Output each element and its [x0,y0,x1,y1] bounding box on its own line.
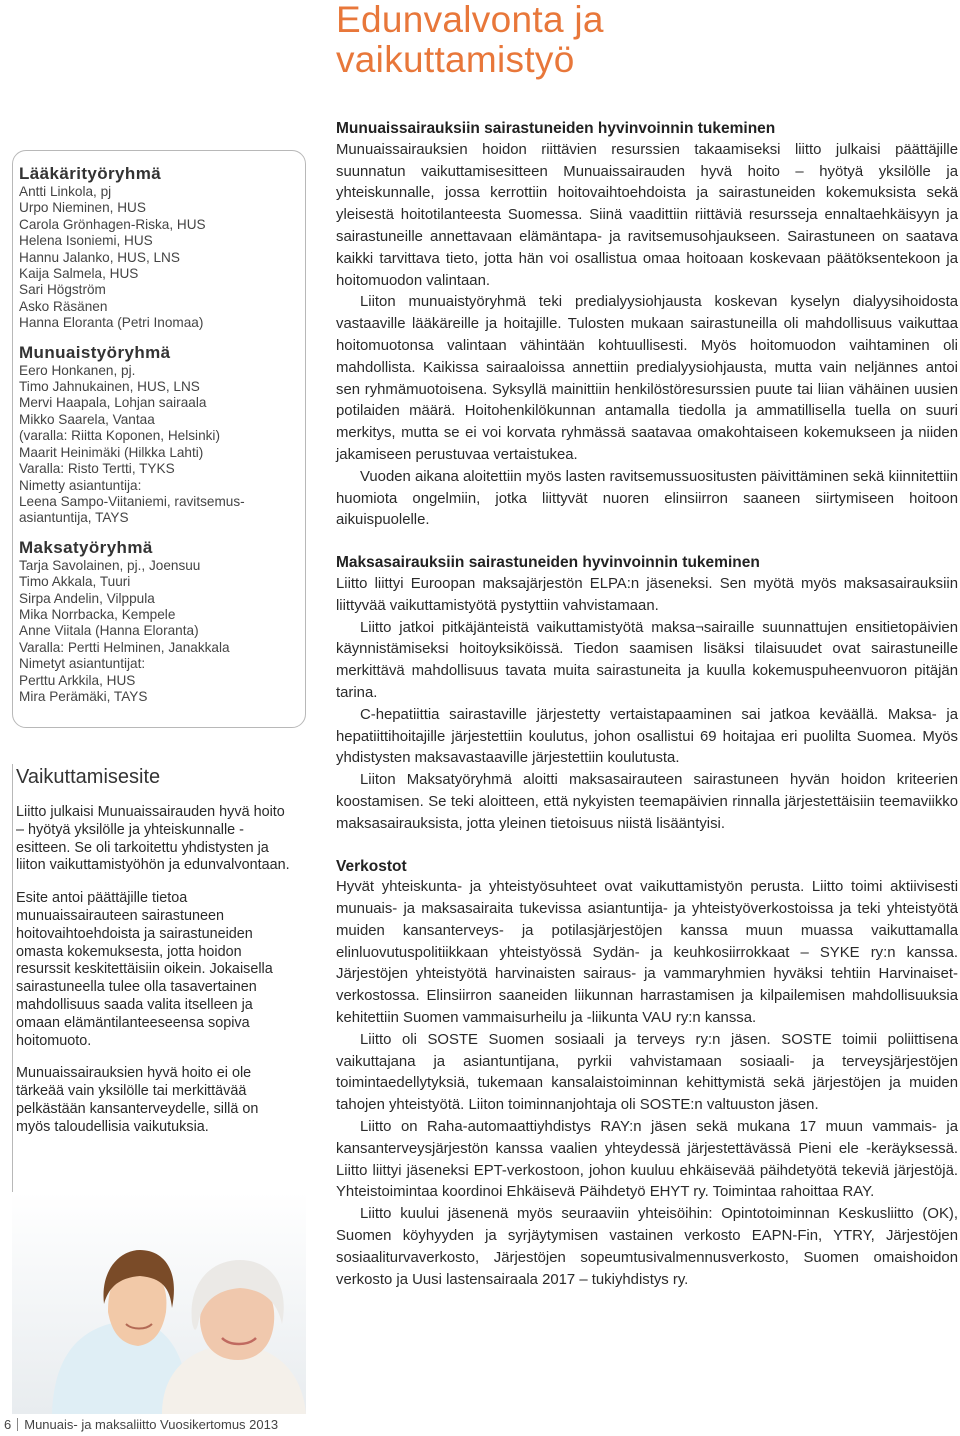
member: Urpo Nieminen, HUS [19,200,146,216]
working-group-title: Lääkärityöryhmä [19,164,162,183]
working-group [19,537,305,706]
member: Carola Grönhagen-Riska, HUS [19,216,206,232]
footer-divider [17,1418,18,1431]
working-group [19,163,305,332]
side-column-title: Vaikuttamisesite [16,766,161,788]
article-paragraph: Munuaissairauksien hoidon riittävien resurssien takaamiseksi liitto julkaisi päättäjille suunnatun vaikuttamisesitteen Munuaissairauden hyvä hoito – hyötyä yksilölle ja yhteiskunnalle, jossa kerrottiin hoitovaihtoehdoista ja sairastuneiden kokemuksista sekä yleisestä hoitotilanteesta Suomessa. Siinä vaadittiin riittäviä resursseja ennaltaehkäisyyn ja sairastuneille annettavaan elämäntapa- ja ravitsemusohjaukseen. Sairastuneen on saatava kaikki tarvittava tieto, jotta hän voi osallistua omaa hoitoaan koskevaan päätöksentekoon ja hoitomuodon valintaan. [336,141,958,289]
section-title [336,0,936,80]
member: Mikko Saarela, Vantaa [19,411,155,427]
side-paragraph: Liitto julkaisi Munuaissairauden hyvä hoito – hyötyä yksilölle ja yhteiskunnalle -esitteen. Se oli tarkoitettu yhdistysten ja liiton vaikuttamistyöhön ja edunvalvontaan. [16,804,290,874]
member: Helena Isoniemi, HUS [19,233,153,249]
member: Maarit Heinimäki (Hilkka Lahti) [19,444,204,460]
member: Mervi Haapala, Lohjan sairaala [19,395,207,411]
member: Nimetyt asiantuntijat: [19,656,146,672]
article-paragraph: Liiton Maksatyöryhmä aloitti maksasairauteen sairastuneen hyvän hoidon kriteerien koostamisen. Se teki aloitteen, että nykyisten teemapäivien rinnalla järjestettäisiin teemaviikko maksasairauksista, jotta yleinen tietoisuus niistä lisääntyisi. [336,772,958,832]
working-group-title: Maksatyöryhmä [19,537,153,557]
portrait-photo-icon [12,1192,306,1414]
article-paragraph: Liitto liittyi Euroopan maksajärjestön ELPA:n jäseneksi. Sen myötä myös maksasairauksiin liittyvää vaikuttamistyötä pystyttiin vahvistamaan. [336,575,958,614]
spacer [336,532,958,552]
main-article [336,118,958,1291]
member: Varalla: Pertti Helminen, Janakkala [19,639,230,655]
member: Asko Räsänen [19,298,108,314]
member: asiantuntija, TAYS [19,510,129,526]
publication-name: Munuais- ja maksaliitto Vuosikertomus 2013 [24,1417,279,1432]
side-paragraph: Esite antoi päättäjille tietoa munuaissairauteen sairastuneen hoitovaihtoehdoista ja sairastuneiden omasta kokemuksesta, jotta hoidon resurssit keskitettäisiin oikein. Jokaisella sairastuneella tulee olla tasavertainen mahdollisuus saada valita itselleen ja omaan elämäntilanteeseensa sopiva hoitomuoto. [16,890,273,1049]
member: Eero Honkanen, pj. [19,362,136,378]
page-number: 6 [4,1417,12,1432]
article-paragraph: Vuoden aikana aloitettiin myös lasten ravitsemussuositusten päivittäminen sekä kiinnitettiin huomiota ongelmiin, jotka liittyvät nuoren elinsiirron saaneen siirtymiseen hoitoon aikuispuolelle. [336,468,958,529]
member: Tarja Savolainen, pj., Joensuu [19,557,201,573]
section-title-line-1: Edunvalvonta ja [336,0,604,40]
working-group-members [19,558,305,706]
member: Timo Jahnukainen, HUS, LNS [19,379,200,395]
member: Timo Akkala, Tuuri [19,574,131,590]
spacer [336,836,958,856]
member: Sirpa Andelin, Vilppula [19,590,155,606]
member: Kaija Salmela, HUS [19,266,139,282]
working-group-members [19,363,305,527]
working-group [19,342,305,527]
member: Hannu Jalanko, HUS, LNS [19,249,180,265]
working-group-members [19,184,305,332]
article-paragraph: Liitto kuului jäsenenä myös seuraaviin yhteisöihin: Opintotoiminnan Keskusliitto (OK), Suomen köyhyyden ja syrjäytymisen vastainen verkosto EAPN-Fin, YTRY, Järjestöjen sosiaaliturvaverkosto, Järjestöjen sopeumtusivalmennusverkosto, Suomen omaishoidon verkosto ja Uusi lastensairaala 2017 – tukiyhdistys ry. [336,1206,958,1288]
section-heading: Munuaissairauksiin sairastuneiden hyvinvoinnin tukeminen [336,120,776,137]
working-group-title: Munuaistyöryhmä [19,342,171,362]
member: Varalla: Risto Tertti, TYKS [19,461,175,477]
article-paragraph: Hyvät yhteiskunta- ja yhteistyösuhteet ovat vaikuttamistyön perusta. Liitto toimi aktiivisesti munuais- ja maksasairaita tukevissa asiantuntija- ja yhteistyöverkostoissa ja teki yhteistyötä muiden kansanterveys- ja potilasjärjestöjen kanssa muun muassa vaikuttamalla elinluovutuspolitiikkaan yhteistyössä Sydän- ja keuhkosiirrokkaat – SYKE ry:n kanssa. Järjestöjen yhteistyötä harvinaisten sairaus- ja vammaryhmien hyväksi tehtiin Harvinaiset-verkostossa. Elinsiirron saaneiden liikunnan harrastamisen ja kilpailemisen mahdollisuuksia kehitettiin Suomen vammaisurheilu ja -liikunta VAU ry:n kanssa. [336,879,958,1027]
page-footer [4,1416,278,1434]
nurse-patient-photo [12,1192,306,1414]
article-paragraph: Liitto on Raha-automaattiyhdistys RAY:n jäsen sekä mukana 17 muun vammais- ja kansanterveysjärjestön kanssa vaalien yhteydessä järjestettävässä Pieni ele -keräyksessä. Liitto liittyi jäseneksi EPT-verkostoon, johon kuuluu ehkäisevää päihdetyötä tekeviä järjestöjä. Yhteistoimintaa koordinoi Ehkäisevä Päihdetyö EHYT ry. Toimintaa rahoittaa RAY. [336,1119,958,1201]
side-paragraph: Munuaissairauksien hyvä hoito ei ole tärkeää vain yksilölle tai merkittävää pelkästään kansanterveydelle, sillä on myös taloudellisia vaikutuksia. [16,1065,259,1135]
section-heading: Maksasairauksiin sairastuneiden hyvinvoinnin tukeminen [336,554,760,572]
member: Mira Perämäki, TAYS [19,688,148,704]
member: Mika Norrbacka, Kempele [19,606,176,622]
member: Sari Högström [19,282,106,298]
section-heading: Verkostot [336,857,407,875]
member: Nimetty asiantuntija: [19,477,142,493]
member: (varalla: Riitta Koponen, Helsinki) [19,428,220,444]
member: Antti Linkola, pj [19,184,112,199]
article-paragraph: Liiton munuaistyöryhmä teki predialyysiohjausta koskevan kyselyn dialyysihoidosta vastaaville lääkäreille ja hoitajille. Tulosten mukaan sairastuneilla oli mahdollisuus vaikuttaa hoitomuotonsa valintaan vähintään kohtuullisesti. Myös hoitomuodon vaihtaminen oli mahdollista. Kaikissa sairaaloissa annettiin predialyysiohjausta, mutta vain neljännes antoi sen ryhmämuotoisena. Syksyllä mainittiin henkilöstöresurssien puute tai liian vähäinen uusien potilaiden määrä. Hoitohenkilökunnan antamalla tiedolla ja ammatillisella tuella on suuri merkitys, mutta se ei voi korvata ryhmässä saatavaa omakohtaiseen kokemukseen ja niiden jakamiseen perustuvaa vertaistukea. [336,294,958,463]
working-groups-box [12,150,306,728]
member: Hanna Eloranta (Petri Inomaa) [19,315,204,331]
article-paragraph: C-hepatiittia sairastaville järjestetty vertaistapaaminen sai jatkoa keväällä. Maksa- ja hepatiittihoitajille järjestettiin koulutus, johon osallistui 69 hoitajaa eri puolilta Suomea. Myös yhdistysten maksavastaaville järjestettiin koulutusta. [336,706,958,767]
member: Anne Viitala (Hanna Eloranta) [19,623,199,639]
section-title-line-2: vaikuttamistyö [336,39,575,80]
article-paragraph: Liitto jatkoi pitkäjänteistä vaikuttamistyötä maksa¬sairaille suunnattujen ensitietopäivien käynnistämiseksi hoitoyksiköissä. Tiedon saamisen lisäksi tilaisuudet ovat sairastuneille merkittävä mahdollisuus tavata muita sairastuneita ja kuulla kokemuspuheenvuoron pitäjän tarina. [336,619,958,701]
member: Perttu Arkkila, HUS [19,672,136,688]
article-paragraph: Liitto oli SOSTE Suomen sosiaali ja terveys ry:n jäsen. SOSTE toimii poliittisena vaikuttajana ja asiantuntijana, pyrkii vahvistamaan sosiaali- ja terveysjärjestöjen toimintaedellytyksiä, tukemaan kansalaistoiminnan kehittymistä sekä järjestöjen ja muiden tahojen yhteistyötä. Liiton toiminnanjohtaja oli SOSTE:n valtuuston jäsen. [336,1031,958,1114]
member: Leena Sampo-Viitaniemi, ravitsemus- [19,493,245,509]
